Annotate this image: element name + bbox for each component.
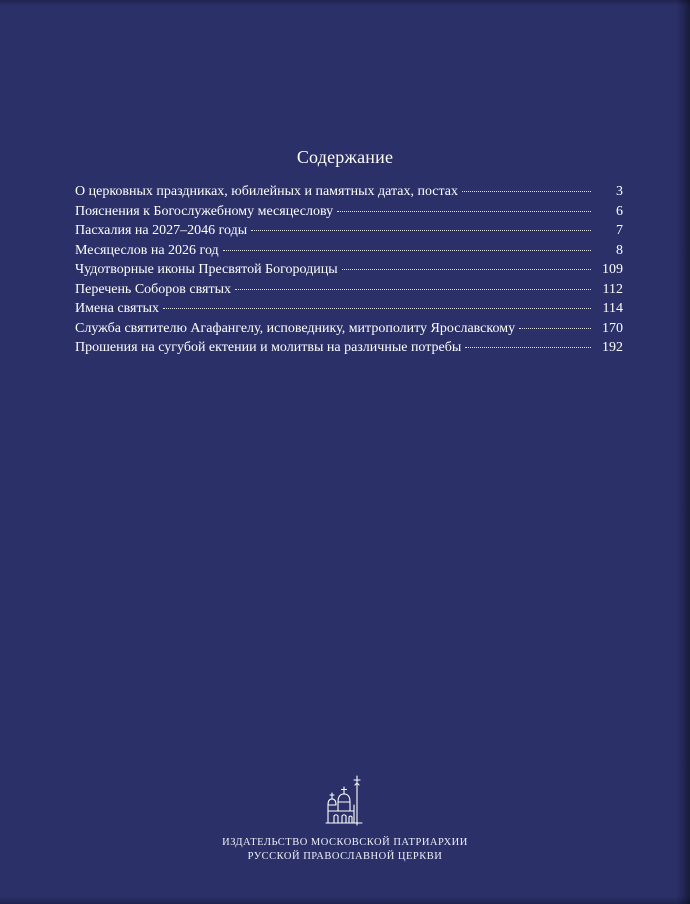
publisher-imprint (0, 836, 690, 864)
toc-entry (75, 280, 623, 300)
publisher-line-2: РУССКОЙ ПРАВОСЛАВНОЙ ЦЕРКВИ (247, 851, 443, 862)
toc-entry (75, 182, 623, 202)
toc-entry (75, 299, 623, 319)
toc-dot-leader (223, 250, 591, 251)
church-domes-icon (320, 773, 370, 833)
toc-entry-page: 192 (602, 340, 623, 355)
page-bottom-shadow (0, 896, 690, 904)
toc-dot-leader (342, 269, 591, 270)
toc-entry-page: 170 (602, 320, 623, 336)
toc-entry-page: 3 (616, 184, 623, 199)
toc-entry-page: 7 (616, 223, 623, 238)
toc-entry-page: 112 (602, 281, 623, 297)
toc-entry-label: Прошения на сугубой ектении и молитвы на различные потребы (75, 340, 462, 355)
toc-entry (75, 260, 623, 280)
toc-entry-label: Служба святителю Агафангелу, исповеднику, митрополиту Ярославскому (75, 320, 516, 336)
page-top-shadow (0, 0, 690, 6)
toc-dot-leader (337, 211, 591, 212)
toc-dot-leader (519, 328, 591, 329)
toc-entry-page: 114 (602, 301, 623, 316)
toc-entry-label: Месяцеслов на 2026 год (75, 242, 219, 258)
toc-dot-leader (251, 230, 591, 231)
toc-entry-label: Перечень Соборов святых (75, 281, 231, 297)
toc-dot-leader (163, 308, 591, 309)
toc-entry-label: О церковных праздниках, юбилейных и памятных датах, постах (75, 184, 459, 199)
toc-entry (75, 338, 623, 358)
toc-entry (75, 221, 623, 241)
toc-entry-page: 8 (616, 242, 623, 258)
toc-dot-leader (235, 289, 591, 290)
toc-dot-leader (462, 191, 591, 192)
toc-entry-label: Пояснения к Богослужебному месяцеслову (75, 203, 334, 219)
toc-entry-page: 6 (616, 203, 623, 219)
toc-entry-label: Чудотворные иконы Пресвятой Богородицы (75, 262, 338, 277)
toc-entry (75, 202, 623, 222)
toc-entry (75, 319, 623, 339)
toc-entry-label: Пасхалия на 2027–2046 годы (75, 223, 248, 238)
publisher-line-1: ИЗДАТЕЛЬСТВО МОСКОВСКОЙ ПАТРИАРХИИ (222, 837, 468, 848)
toc-entry (75, 241, 623, 261)
table-of-contents (75, 182, 623, 358)
toc-dot-leader (465, 347, 591, 348)
page-right-shadow (676, 0, 690, 904)
toc-entry-page: 109 (602, 262, 623, 277)
toc-entry-label: Имена святых (75, 301, 159, 316)
contents-title: Содержание (296, 147, 394, 167)
